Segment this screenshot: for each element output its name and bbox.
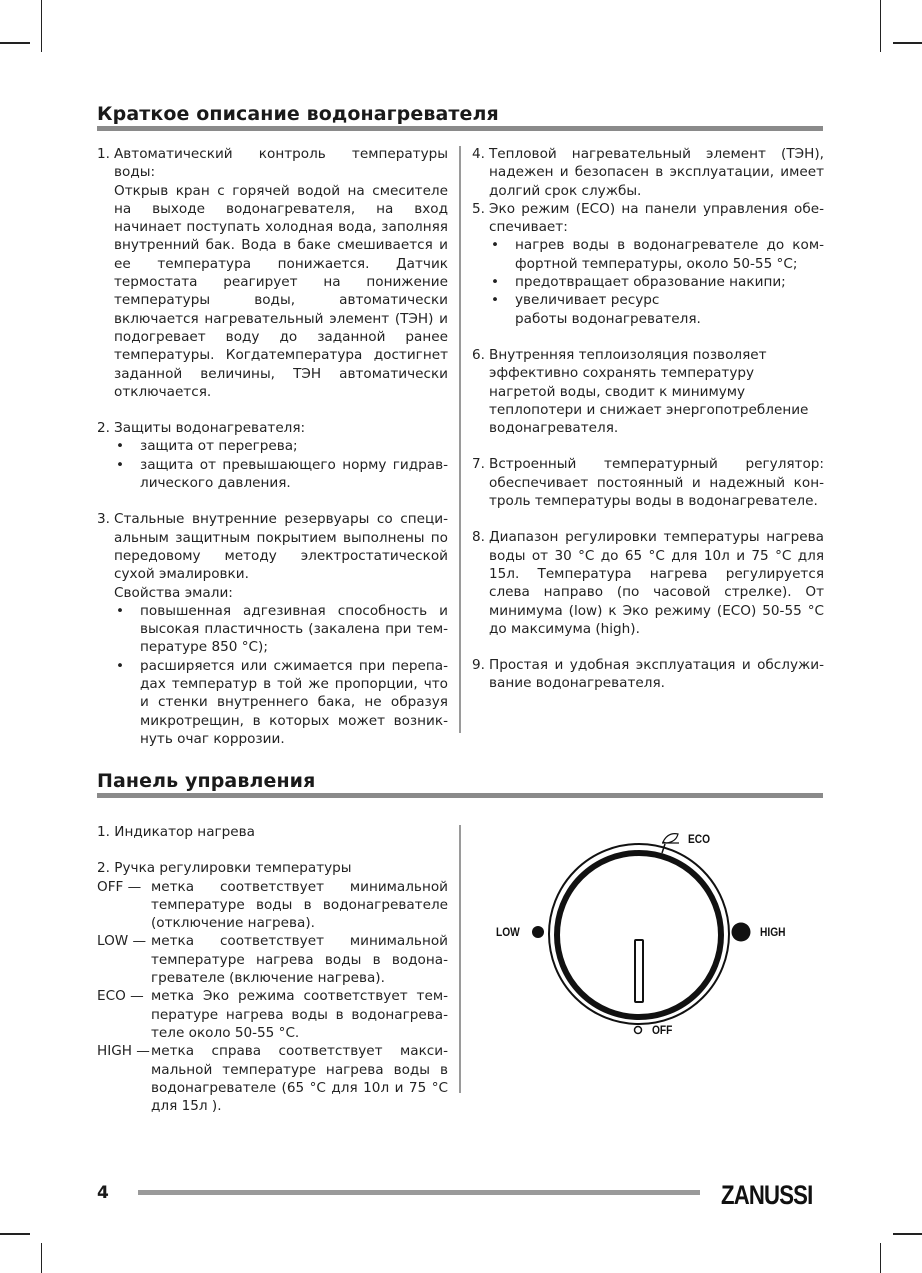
control-panel-legend — [97, 823, 448, 1115]
list-item: 8. Диапазон регулировки температуры нагрева воды от 30 °C до 65 °C для 10л и 75 °C для 15л. Температура нагрева регулируется слева направо (по часовой стрелке). От минимума (low) к Эко режиму (ECO) 50-55 °C до максимума (high). — [472, 529, 824, 637]
crop-mark — [880, 0, 881, 52]
crop-mark — [41, 1243, 42, 1273]
legend-item-knob: 2. Ручка регулировки температуры — [97, 860, 352, 877]
crop-mark — [893, 1233, 922, 1235]
bullet-item: • нагрев воды в водонагревателе до комфортной температуры, около 50-55 °C; — [491, 237, 824, 272]
column-divider — [459, 825, 461, 1093]
brand-logo: ZANUSSI — [721, 1180, 813, 1210]
dial-graphic — [490, 820, 800, 1050]
section-title-control-panel: Панель управления — [97, 770, 316, 792]
column-divider — [459, 146, 461, 733]
bullet-item: • защита от превышающего норму гидравлического давления. — [116, 456, 448, 492]
dial-label-high: HIGH — [760, 925, 786, 939]
list-item: 4. Тепловой нагревательный элемент (ТЭН), надежен и безопасен в эксплуатации, имеет долгий срок службы. — [472, 146, 824, 199]
page-number: 4 — [97, 1183, 109, 1203]
list-item: 2. Защиты водонагревателя: • защита от перегрева; • защита от превышающего норму гидравлического давления. — [97, 420, 448, 492]
list-item: 3. Стальные внутренние резервуары со специальным защитным покрытием выполнены по передовому методу электростатической сухой эмалировки. Свойства эмали: • повышенная адгезивная способность и высокая пластичность (закалена при температуре 850 °C); • расширяется или сжимается при перепадах температур в той же пропорции, что и стенки внутреннего бака, не образуя микротрещин, в которых может возникнуть очаг коррозии. — [97, 511, 448, 747]
leaf-icon — [662, 834, 679, 843]
definition-low: LOW — метка соответствует минимальной температуре нагрева воды в водонагревателе (включение нагрева). — [97, 933, 448, 987]
section-rule — [97, 126, 823, 131]
list-item: 9. Простая и удобная эксплуатация и обслуживание водонагревателя. — [472, 657, 824, 692]
crop-mark — [880, 1243, 881, 1273]
column-right — [472, 145, 824, 693]
dial-label-low: LOW — [496, 925, 520, 939]
legend-item-indicator: 1. Индикатор нагрева — [97, 824, 256, 840]
crop-mark — [893, 42, 922, 44]
footer-rule — [138, 1190, 700, 1195]
list-item: 1. Автоматический контроль температуры воды: Открыв кран с горячей водой на смесителе на выходе водонагревателя, на вход начинает поступать холодная вода, заполняя внутренний бак. Вода в баке смешивается и ее температура понижается. Датчик термостата реагирует на понижение температуры воды, автоматически включается нагревательный элемент (ТЭН) и подогревает воду до заданной ранее температуры. Когдатемпература достигнет заданной величины, ТЭН автоматически отключается. — [97, 146, 448, 400]
section-rule — [97, 793, 823, 798]
bullet-item: • повышенная адгезивная способность и высокая пластичность (закалена при температуре 850 °C); — [116, 602, 448, 656]
crop-mark — [0, 1233, 30, 1235]
bullet-item: • расширяется или сжимается при перепадах температур в той же пропорции, что и стенки внутреннего бака, не образуя микротрещин, в которых может возникнуть очаг коррозии. — [116, 657, 448, 747]
list-item: 5. Эко режим (ECO) на панели управления обеспечивает: • нагрев воды в водонагревателе до комфортной температуры, около 50-55 °C; • предотвращает образование накипи; • увеличивает ресурс работы водонагревателя. — [472, 200, 824, 327]
definition-high: HIGH — метка справа соответствует максимальной температуре нагрева воды в водонагревателе (65 °C для 10л и 75 °C для 15л ). — [97, 1043, 448, 1115]
column-left — [97, 145, 448, 748]
bullet-item: • предотвращает образование накипи; — [491, 274, 786, 291]
crop-mark — [0, 42, 30, 44]
section-title-description: Краткое описание водонагревателя — [97, 103, 499, 125]
bullet-item: • защита от перегрева; — [116, 438, 298, 455]
dial-label-off: OFF — [652, 1023, 673, 1037]
list-item: 6. Внутренняя теплоизоляция позволяет эффективно сохранять температуру нагретой воды, сводит к минимуму теплопотери и снижает энергопотребление водонагревателя. — [472, 346, 809, 437]
definition-off: OFF — метка соответствует минимальной температуре воды в водонагревателе (отключение нагрева). — [97, 878, 448, 932]
bullet-item: • увеличивает ресурс работы водонагревателя. — [491, 292, 701, 327]
temperature-dial-diagram — [490, 820, 800, 1050]
definition-eco: ECO — метка Эко режима соответствует температуре нагрева воды в водонагревателе около 50-55 °C. — [97, 988, 448, 1041]
dial-label-eco: ECO — [688, 832, 711, 846]
crop-mark — [41, 0, 42, 52]
list-item: 7. Встроенный температурный регулятор: обеспечивает постоянный и надежный контроль температуры воды в водонагревателе. — [472, 456, 824, 510]
